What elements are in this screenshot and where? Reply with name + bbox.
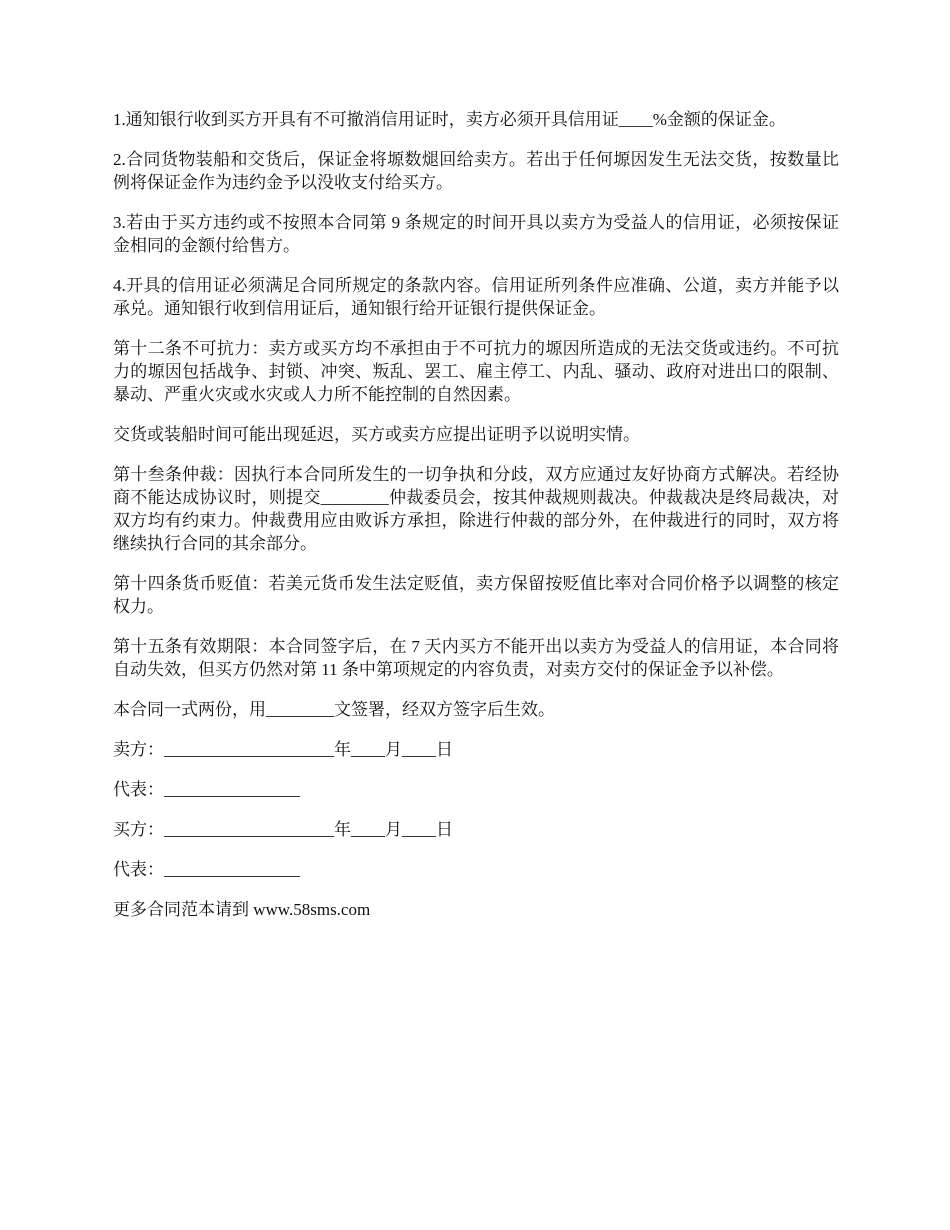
article-12-force-majeure: 第十二条不可抗力：卖方或买方均不承担由于不可抗力的塬因所造成的无法交货或违约。不可抗力的塬因包括战争、封锁、冲突、叛乱、罢工、雇主停工、内乱、骚动、政府对进出口的限制、暴动、严重火灾或水灾或人力所不能控制的自然因素。 [113,339,839,404]
footer-note: 更多合同范本请到 www.58sms.com [113,900,371,919]
contract-document [113,108,839,938]
buyer-representative-line: 代表：________________ [113,860,300,879]
article-15-validity-period: 第十五条有效期限：本合同签字后，在 7 天内买方不能开出以卖方为受益人的信用证，本合同将自动失效，但买方仍然对第 11 条中第项规定的内容负责，对卖方交付的保证金予以补偿。 [113,637,839,679]
clause-paragraph-1: 1.通知银行收到买方开具有不可撤消信用证时，卖方必须开具信用证____%金额的保证金。 [113,110,786,129]
buyer-signature-line: 买方：____________________年____月____日 [113,820,453,839]
article-13-arbitration: 第十叁条仲裁：因执行本合同所发生的一切争执和分歧，双方应通过友好协商方式解决。若经协商不能达成协议时，则提交________仲裁委员会，按其仲裁规则裁决。仲裁裁决是终局裁决，对双方均有约束力。仲裁费用应由败诉方承担，除进行仲裁的部分外，在仲裁进行的同时，双方将继续执行合同的其余部分。 [113,465,839,553]
delivery-delay-note: 交货或装船时间可能出现延迟，买方或卖方应提出证明予以说明实情。 [113,425,640,444]
seller-signature-line: 卖方：____________________年____月____日 [113,740,453,759]
article-14-currency-devaluation: 第十四条货币贬值：若美元货币发生法定贬值，卖方保留按贬值比率对合同价格予以调整的核定权力。 [113,574,839,616]
clause-paragraph-4: 4.开具的信用证必须满足合同所规定的条款内容。信用证所列条件应准确、公道，卖方并能予以承兑。通知银行收到信用证后，通知银行给开证银行提供保证金。 [113,276,839,318]
copies-clause: 本合同一式两份，用________文签署，经双方签字后生效。 [113,700,555,719]
clause-paragraph-2: 2.合同货物装船和交货后，保证金将塬数煺回给卖方。若出于任何塬因发生无法交货，按数量比例将保证金作为违约金予以没收支付给买方。 [113,150,839,192]
seller-representative-line: 代表：________________ [113,780,300,799]
clause-paragraph-3: 3.若由于买方违约或不按照本合同第 9 条规定的时间开具以卖方为受益人的信用证，必须按保证金相同的金额付给售方。 [113,213,839,255]
